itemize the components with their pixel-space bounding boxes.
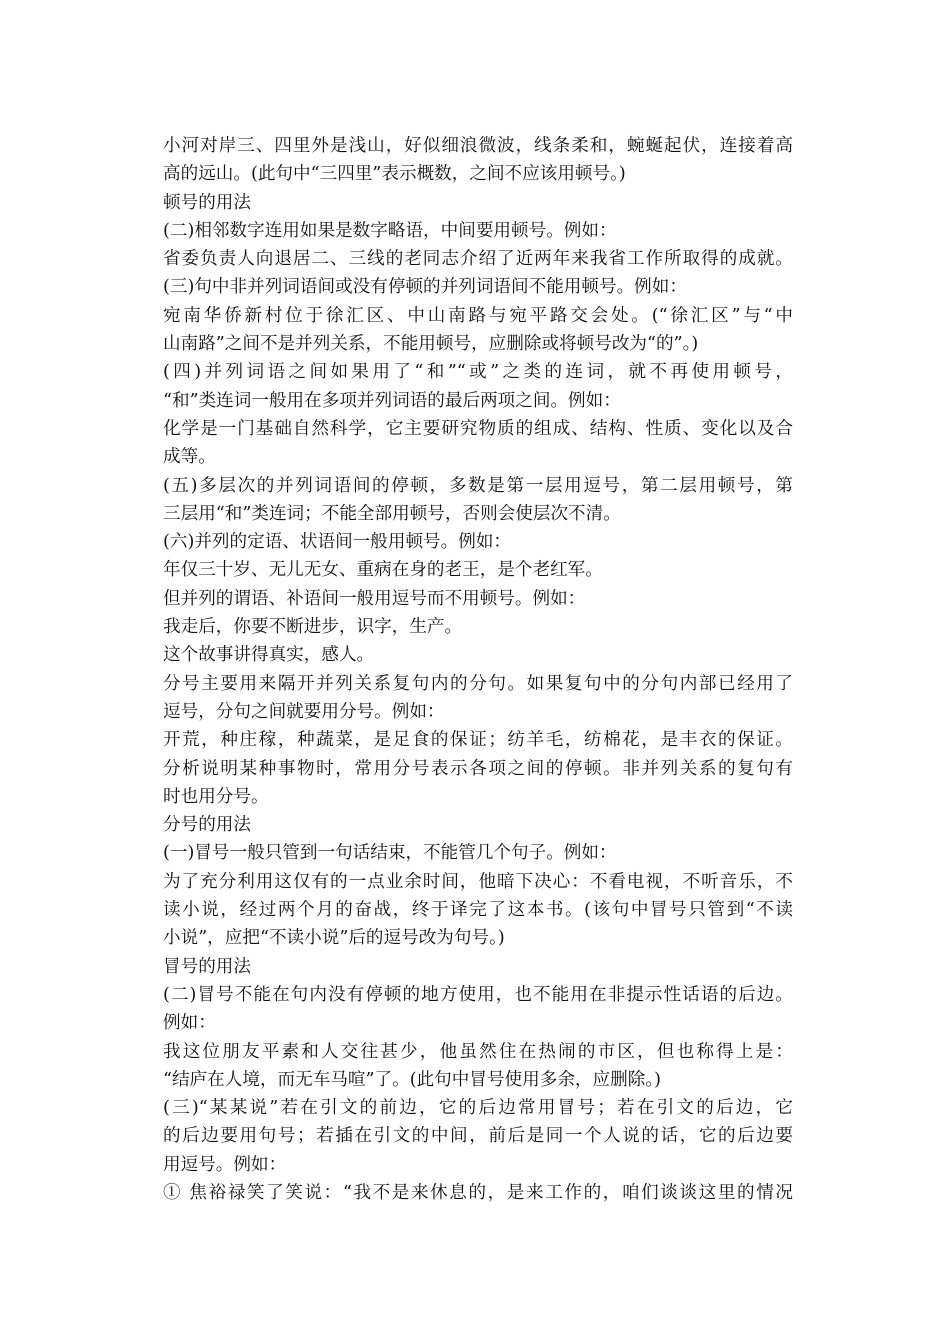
text-line: 逗号，分句之间就要用分号。例如： [163, 701, 445, 722]
text-line: 分号主要用来隔开并列关系复句内的分句。如果复句中的分句内部已经用了 [163, 673, 793, 694]
text-line: 山南路”之间不是并列关系，不能用顿号，应删除或将顿号改为“的”。) [163, 334, 699, 355]
text-line: (二)冒号不能在句内没有停顿的地方使用，也不能用在非提示性话语的后边。 [163, 984, 793, 1005]
text-line: 化学是一门基础自然科学，它主要研究物质的组成、结构、性质、变化以及合 [163, 418, 793, 439]
text-line: 的后边要用句号；若插在引文的中间，前后是同一个人说的话，它的后边要 [163, 1126, 793, 1147]
text-line: 小河对岸三、四里外是浅山，好似细浪微波，线条柔和，蜿蜒起伏，连接着高 [163, 136, 793, 156]
text-line: 顿号的用法 [163, 192, 251, 213]
text-line: 为了充分利用这仅有的一点业余时间，他暗下决心：不看电视，不听音乐，不 [163, 871, 793, 892]
text-line: 我走后，你要不断进步，识字，生产。 [163, 617, 463, 638]
text-line: 例如： [163, 1013, 216, 1034]
text-line: 开荒，种庄稼，种蔬菜，是足食的保证；纺羊毛，纺棉花，是丰衣的保证。 [163, 730, 793, 751]
text-line: 时也用分号。 [163, 786, 269, 807]
text-line: 宛南华侨新村位于徐汇区、中山南路与宛平路交会处。(“徐汇区”与“中 [163, 305, 793, 326]
text-line: 这个故事讲得真实，感人。 [163, 645, 375, 666]
text-line: (三)句中非并列词语间或没有停顿的并列词语间不能用顿号。例如： [163, 277, 687, 298]
text-line: “和”类连词一般用在多项并列词语的最后两项之间。例如： [163, 390, 621, 411]
text-line: (六)并列的定语、状语间一般用顿号。例如： [163, 532, 512, 553]
text-line: 用逗号。例如： [163, 1154, 287, 1175]
text-line: 高的远山。(此句中“三四里”表示概数，之间不应该用顿号。) [163, 164, 626, 185]
text-line: 省委负责人向退居二、三线的老同志介绍了近两年来我省工作所取得的成就。 [163, 249, 793, 270]
text-line: (五)多层次的并列词语间的停顿，多数是第一层用逗号，第二层用顿号，第 [163, 475, 793, 496]
text-line: 小说”，应把“不读小说”后的逗号改为句号。) [163, 928, 505, 949]
text-line: (二)相邻数字连用如果是数字略语，中间要用顿号。例如： [163, 220, 617, 241]
document-body [163, 132, 793, 1207]
text-line: ① 焦裕禄笑了笑说：“我不是来休息的，是来工作的，咱们谈谈这里的情况 [163, 1182, 793, 1203]
text-line: (三)“某某说”若在引文的前边，它的后边常用冒号；若在引文的后边，它 [163, 1098, 793, 1119]
text-line: (一)冒号一般只管到一句话结束，不能管几个句子。例如： [163, 843, 617, 864]
text-line: 年仅三十岁、无儿无女、重病在身的老王，是个老红军。 [163, 560, 603, 581]
text-line: 我这位朋友平素和人交往甚少，他虽然住在热闹的市区，但也称得上是： [163, 1041, 793, 1062]
text-line: “结庐在人境，而无车马喧”了。(此句中冒号使用多余，应删除。) [163, 1069, 661, 1090]
text-line: 冒号的用法 [163, 956, 251, 977]
text-line: 分号的用法 [163, 815, 251, 836]
text-line: 三层用“和”类连词；不能全部用顿号，否则会使层次不清。 [163, 503, 621, 524]
text-line: 分析说明某种事物时，常用分号表示各项之间的停顿。非并列关系的复句有 [163, 758, 793, 779]
text-line: 读小说，经过两个月的奋战，终于译完了这本书。(该句中冒号只管到“不读 [163, 900, 793, 921]
text-line: 成等。 [163, 447, 216, 468]
text-line: 但并列的谓语、补语间一般用逗号而不用顿号。例如： [163, 588, 586, 609]
text-line: (四)并列词语之间如果用了“和”“或”之类的连词，就不再使用顿号， [163, 362, 793, 383]
